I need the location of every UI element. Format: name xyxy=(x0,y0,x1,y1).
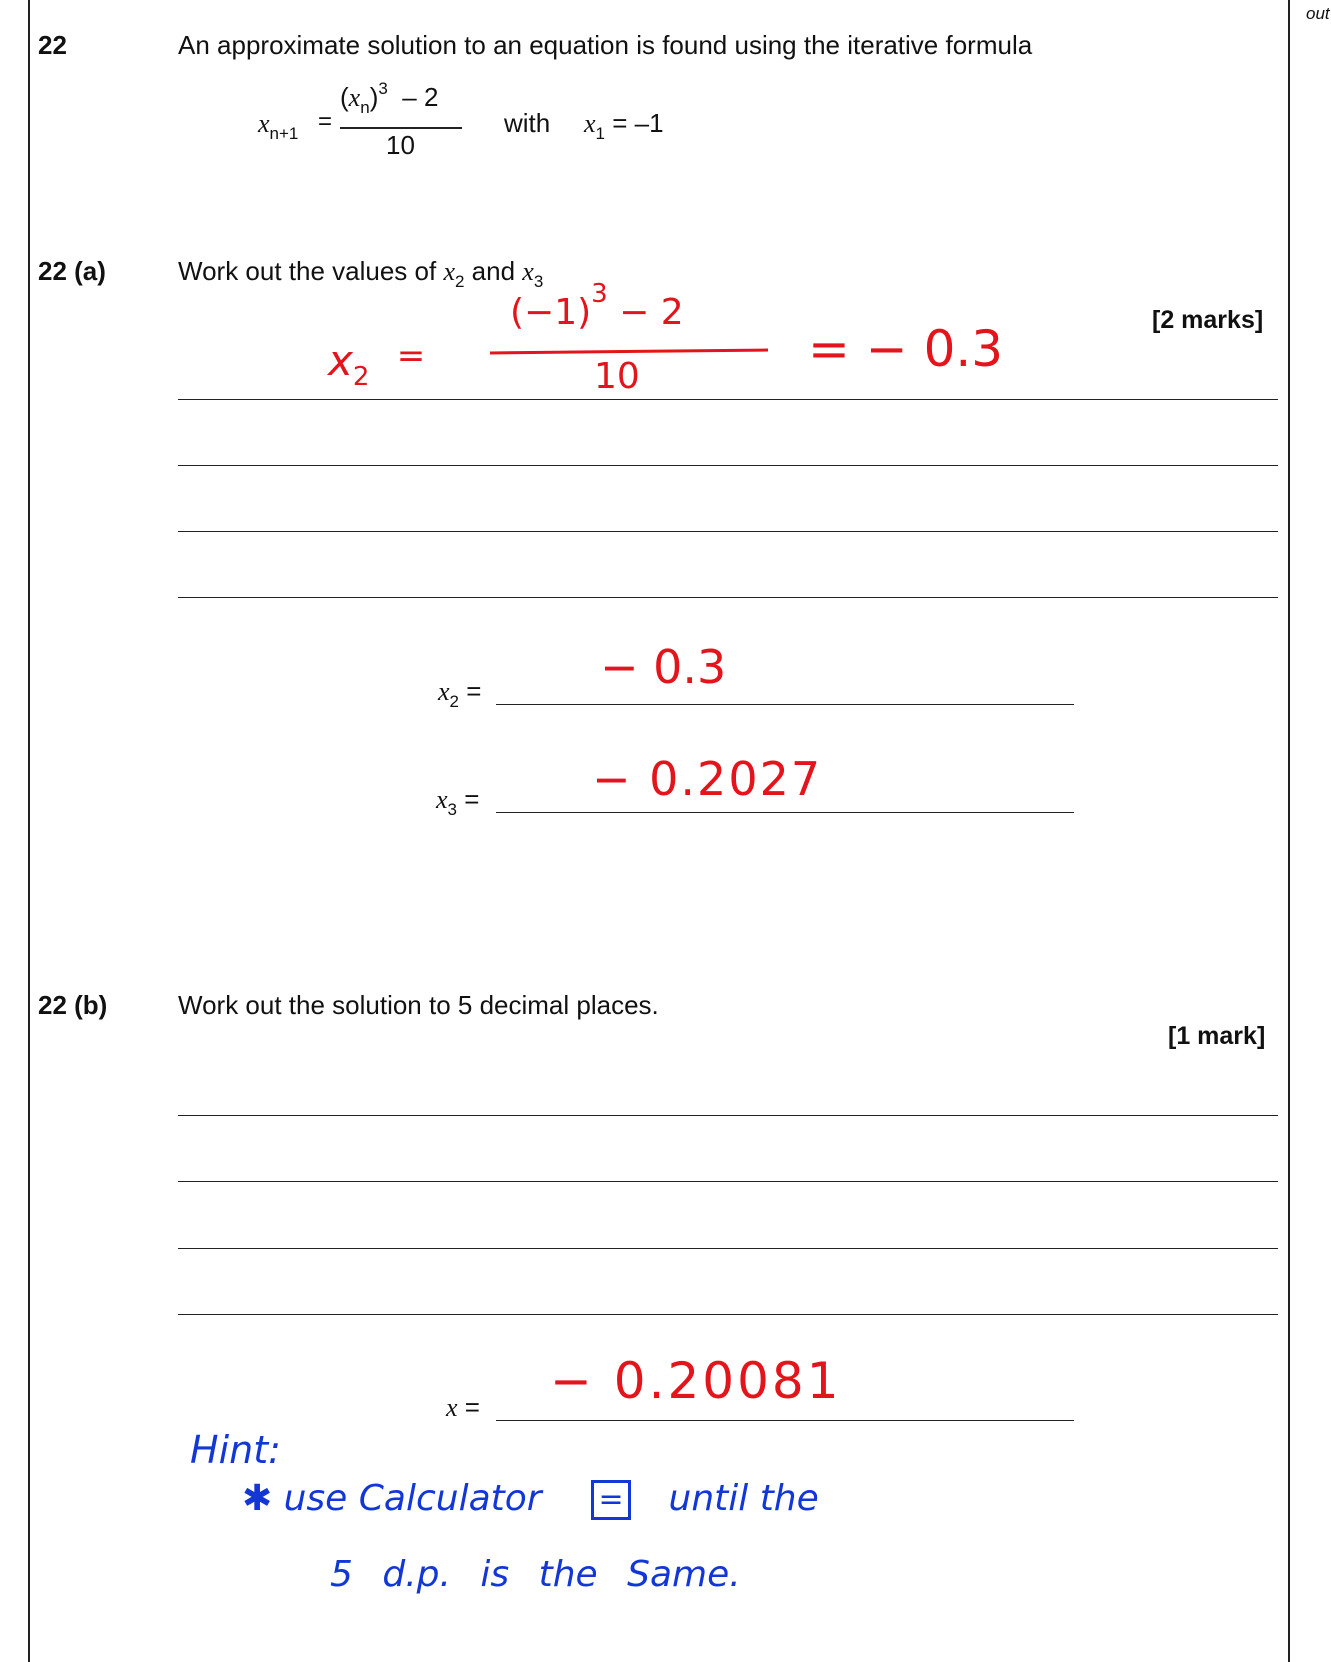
working-result: = − 0.3 xyxy=(808,320,1004,378)
answer-x-label: x = xyxy=(446,1392,480,1422)
working-lhs: $x_2$ = xyxy=(328,336,426,392)
part-a-label: 22 (a) xyxy=(38,256,106,286)
working-line xyxy=(178,1248,1278,1249)
part-b-marks: [1 mark] xyxy=(1168,1022,1266,1050)
formula-lhs: $x_{n+1}$ xyxy=(258,109,299,143)
working-line xyxy=(178,531,1278,532)
formula-equals: = xyxy=(318,108,333,135)
answer-x2-value: − 0.3 xyxy=(600,640,727,694)
formula-initial-value: $x_1 = -1$ xyxy=(584,108,664,143)
question-stem: An approximate solution to an equation is found using the iterative formula xyxy=(178,30,1033,60)
question-number: 22 xyxy=(38,30,67,60)
formula-with: with xyxy=(504,108,551,138)
formula-numerator: $(x_n)^3 - 2$ xyxy=(340,79,439,117)
margin-note: out xyxy=(1306,4,1330,23)
answer-x-line xyxy=(496,1420,1074,1421)
answer-x3-line xyxy=(496,812,1074,813)
formula-denominator: 10 xyxy=(386,130,415,160)
part-b-question: Work out the solution to 5 decimal places. xyxy=(178,990,659,1020)
working-fraction-bar xyxy=(490,349,768,355)
page-border-left xyxy=(28,0,30,1662)
hint-title: Hint: xyxy=(190,1428,281,1472)
working-numerator: $(-1)^3 - 2$ xyxy=(510,279,684,333)
working-line xyxy=(178,399,1278,400)
answer-x2-label: $x_2$ = xyxy=(438,676,482,711)
page-border-right xyxy=(1288,0,1290,1662)
formula-fraction-bar xyxy=(340,127,462,129)
part-b-label: 22 (b) xyxy=(38,990,108,1020)
working-line xyxy=(178,597,1278,598)
hint-line-1: ✱ use Calculator = until the xyxy=(242,1478,819,1519)
answer-x-value: − 0.20081 xyxy=(550,1352,842,1410)
part-a-question: Work out the values of $x_2$ and $x_3$ xyxy=(178,256,544,291)
working-line xyxy=(178,1115,1278,1116)
working-line xyxy=(178,1314,1278,1315)
working-line xyxy=(178,1181,1278,1182)
working-denominator: 10 xyxy=(594,356,640,397)
part-a-marks: [2 marks] xyxy=(1152,306,1264,334)
answer-x3-value: − 0.2027 xyxy=(592,752,823,806)
equals-key-icon: = xyxy=(591,1480,631,1520)
working-line xyxy=(178,465,1278,466)
hint-line-2: 5 d.p. is the Same. xyxy=(330,1554,741,1595)
answer-x2-line xyxy=(496,704,1074,705)
answer-x3-label: $x_3$ = xyxy=(436,784,480,819)
